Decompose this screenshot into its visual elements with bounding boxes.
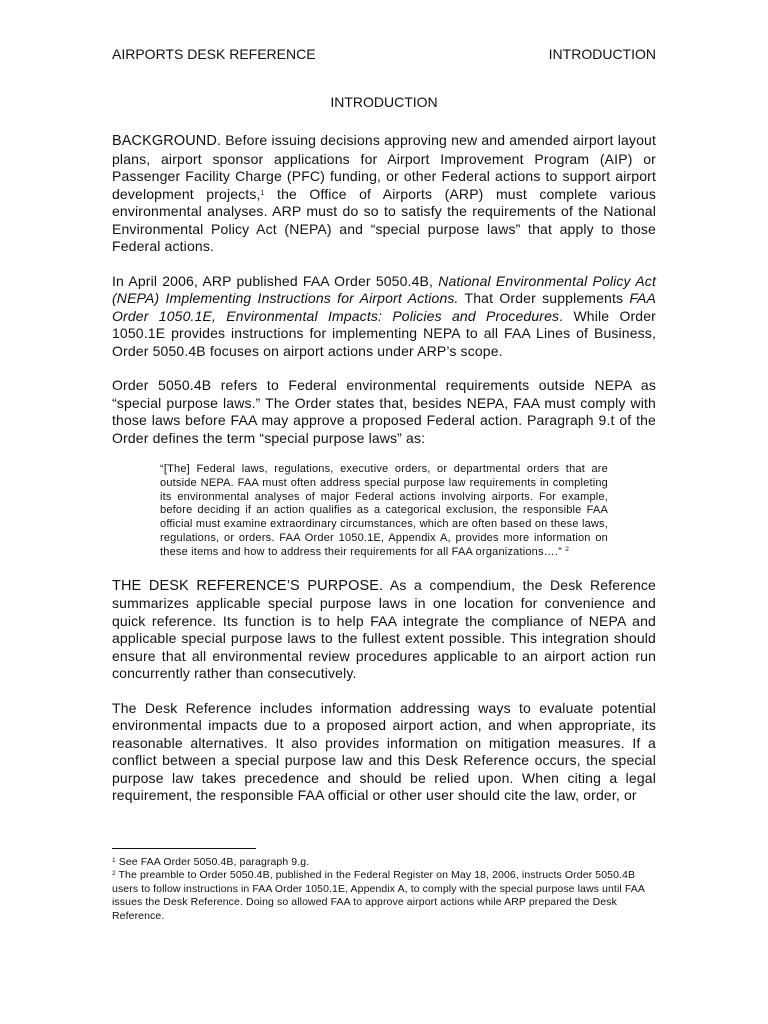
page-title: INTRODUCTION [330, 94, 438, 110]
desk-reference-paragraph: The Desk Reference includes information addressing ways to evaluate potential environmental impacts due to a proposed airport action, and when appropriate, its reasonable alternatives. It also provides information on mitigation measures. If a conflict between a special purpose law and this Desk Reference occurs, the special purpose law takes precedence and should be relied upon. When citing a legal requirement, the responsible FAA official or other user should cite the law, order, or [112, 699, 656, 804]
footnote-1-number: 1 [112, 857, 116, 864]
footnote-2-text: The preamble to Order 5050.4B, published in the Federal Register on May 18, 2006, instructs Order 5050.4B users to follow instructions in FAA Order 1050.1E, Appendix A, to comply with the special purpose laws until FAA issues the Desk Reference. Doing so allowed FAA to approve airport actions while ARP prepared the Desk Reference. [112, 869, 645, 922]
document-page [112, 44, 656, 805]
p2-text-b: That Order supplements [458, 290, 630, 306]
background-runin-heading: BACKGROUND. [112, 133, 222, 149]
background-paragraph [112, 132, 656, 256]
footnotes [112, 856, 656, 923]
purpose-runin-heading: THE DESK REFERENCE’S PURPOSE. [112, 577, 384, 594]
p2-italic-a: National Environmental Policy Act (NEPA) Implementing Instructions for Airport Actions. [112, 272, 656, 306]
header-left: AIRPORTS DESK REFERENCE [112, 46, 316, 62]
purpose-paragraph [112, 577, 656, 683]
footnote-2 [112, 869, 656, 923]
footnote-ref-2: 2 [565, 545, 570, 553]
special-purpose-laws-paragraph: Order 5050.4B refers to Federal environmental requirements outside NEPA as “special purpose laws.” The Order states that, besides NEPA, FAA must comply with those laws before FAA may approve a proposed Federal action. Paragraph 9.t of the Order defines the term “special purpose laws” as: [112, 377, 656, 446]
running-header [112, 44, 656, 64]
order-5050-paragraph [112, 273, 656, 361]
background-text-a: Before issuing decisions approving new and amended airport layout plans, airport sponsor applications for Airport Improvement Program (AIP) or Passenger Facility Charge (PFC) funding, or other Federal actions to support airport development projects, [112, 132, 656, 202]
footnote-divider [112, 848, 256, 849]
header-right: INTRODUCTION [548, 46, 656, 62]
footnote-ref-1: 1 [260, 189, 265, 197]
background-text-b: the Office of Airports (ARP) must complete various environmental analyses. ARP must do so to satisfy the requirements of the National Environmental Policy Act (NEPA) and “special purpose laws” that apply to those Federal actions. [112, 185, 656, 254]
footnote-2-number: 2 [112, 870, 116, 878]
quote-text: “[The] Federal laws, regulations, executive orders, or departmental orders that are outside NEPA. FAA must often address special purpose law requirements in completing its environmental analyses of major Federal actions involving airports. For example, before deciding if an action qualifies as a categorical exclusion, the responsible FAA official must examine extraordinary circumstances, which are often based on these laws, regulations, or orders. FAA Order 1050.1E, Appendix A, provides more information on these items and how to address their requirements for all FAA organizations….” [160, 463, 608, 558]
block-quote [160, 463, 608, 560]
footnote-1-text: See FAA Order 5050.4B, paragraph 9.g. [115, 856, 310, 868]
p2-italic-b: FAA Order 1050.1E, Environmental Impacts: Policies and Procedures [112, 290, 656, 324]
footnote-1 [112, 856, 656, 869]
p2-text-c: . While Order 1050.1E provides instructions for implementing NEPA to all FAA Lines of Business, Order 5050.4B focuses on airport actions under ARP’s scope. [112, 307, 656, 359]
purpose-text: As a compendium, the Desk Reference summarizes applicable special purpose laws in one location for convenience and quick reference. Its function is to help FAA integrate the compliance of NEPA and applicable special purpose laws to the fullest extent possible. This integration should ensure that all environmental review procedures applicable to an airport action run concurrently rather than consecutively. [112, 576, 656, 682]
p2-text-a: In April 2006, ARP published FAA Order 5050.4B, [112, 272, 439, 289]
